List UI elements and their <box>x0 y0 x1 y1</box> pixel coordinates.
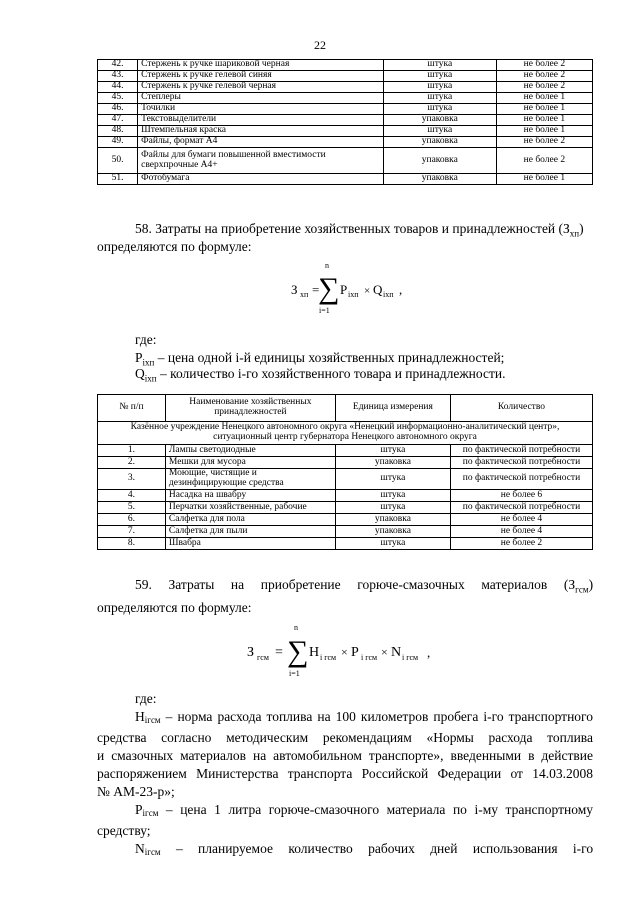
heading-word: материалов <box>481 577 548 592</box>
row-number: 43. <box>98 71 138 82</box>
item-quantity: не более 2 <box>496 71 592 82</box>
column-header-unit: Единица измерения <box>335 395 450 422</box>
item-unit: упаковка <box>383 148 496 174</box>
table-row <box>98 490 593 502</box>
item-name: Файлы, формат А4 <box>138 137 384 148</box>
item-unit: штука <box>335 469 450 490</box>
heading-word: на <box>230 577 245 592</box>
item-unit: упаковка <box>383 115 496 126</box>
definition-word: – <box>175 841 183 856</box>
table-row <box>98 526 593 538</box>
item-name: Лампы светодиодные <box>165 445 335 457</box>
table-row <box>98 469 593 490</box>
column-header-name: Наименование хозяйственных принадлежностей <box>165 395 335 422</box>
sigma-symbol: ∑ <box>287 635 309 668</box>
section-58-formula-intro: определяются по формуле: <box>97 239 252 254</box>
svg-text:Q: Q <box>373 282 383 297</box>
item-quantity: по фактической потребности <box>450 502 592 514</box>
item-name: Стержень к ручке гелевой синяя <box>138 71 384 82</box>
row-number: 3. <box>98 469 166 490</box>
definition-n-line-1: Niгсм – планируемое количество рабочих дней использования i-го <box>135 841 594 857</box>
row-number: 8. <box>98 538 166 550</box>
svg-text:×: × <box>341 645 348 659</box>
table-row <box>98 82 593 93</box>
svg-text:i гсм: i гсм <box>361 653 378 662</box>
household-supplies-table <box>97 394 593 550</box>
item-unit: упаковка <box>335 457 450 469</box>
definition-p-line-1: Piгсм – цена 1 литра горюче-смазочного материала по i-му транспортному <box>135 802 593 818</box>
svg-text:Н: Н <box>309 645 320 660</box>
definition-h-line-5: № АМ-23-р»; <box>97 784 175 799</box>
svg-text:i=1: i=1 <box>319 306 330 315</box>
svg-text:i гсм: i гсм <box>402 653 419 662</box>
definition-word: планируемое <box>198 841 274 856</box>
svg-text:=: = <box>312 282 320 297</box>
table-row <box>98 126 593 137</box>
table-row <box>98 514 593 526</box>
svg-text:=: = <box>275 645 283 660</box>
column-header-number: № п/п <box>98 395 166 422</box>
heading-word: 59. Затраты <box>135 577 215 592</box>
item-unit: штука <box>383 126 496 137</box>
svg-text:iхп: iхп <box>348 290 359 299</box>
heading-word: (З <box>563 577 576 592</box>
svg-text:P: P <box>340 282 348 297</box>
definition-p-line-2: средству; <box>97 823 151 838</box>
item-name: Фотобумага <box>138 174 384 185</box>
svg-text:N: N <box>391 645 402 660</box>
item-quantity: не более 1 <box>496 104 592 115</box>
svg-text:З: З <box>247 645 255 660</box>
definition-h-line-2: средства согласно методическим рекомендациям «Нормы расхода топлива <box>97 730 593 745</box>
definition-word: дней <box>430 841 458 856</box>
item-quantity: не более 2 <box>496 148 592 174</box>
svg-text:,: , <box>399 282 403 297</box>
item-unit: штука <box>335 538 450 550</box>
definition-q-ixp: $Q_{iхп}$ – количество i-го хозяйственного товара и принадлежности. <box>135 366 506 384</box>
row-number: 49. <box>98 137 138 148</box>
table-row <box>98 502 593 514</box>
row-number: 2. <box>98 457 166 469</box>
item-name: Мешки для мусора <box>165 457 335 469</box>
formula-household-supplies <box>291 258 431 318</box>
item-name: Текстовыделители <box>138 115 384 126</box>
svg-text:гсм: гсм <box>257 653 269 662</box>
formula-fuel-lubricants <box>247 620 447 682</box>
item-name: Перчатки хозяйственные, рабочие <box>165 502 335 514</box>
item-quantity: по фактической потребности <box>450 445 592 457</box>
item-unit: упаковка <box>335 514 450 526</box>
item-name: Степлеры <box>138 93 384 104</box>
column-header-quantity: Количество <box>450 395 592 422</box>
row-number: 48. <box>98 126 138 137</box>
item-unit: упаковка <box>383 137 496 148</box>
svg-text:хп: хп <box>300 290 309 299</box>
section-58-heading: 58. Затраты на приобретение хозяйственных товаров и принадлежностей $(З_{хп})$ <box>135 221 584 239</box>
item-quantity: не более 1 <box>496 115 592 126</box>
item-quantity: не более 4 <box>450 526 592 538</box>
row-number: 46. <box>98 104 138 115</box>
table-row <box>98 60 593 71</box>
page-number: 22 <box>314 38 326 52</box>
item-quantity: не более 1 <box>496 174 592 185</box>
section-59-definitions <box>97 708 593 861</box>
row-number: 45. <box>98 93 138 104</box>
svg-text:i=1: i=1 <box>289 669 300 678</box>
definition-word: количество <box>288 841 353 856</box>
item-name: Моющие, чистящие и дезинфицирующие средства <box>165 469 335 490</box>
definition-h-line-3: и смазочных материалов на автомобильном транспорте», введенными в действие <box>97 748 593 763</box>
definition-word: использования <box>472 841 558 856</box>
heading-word: приобретение <box>260 577 341 592</box>
table-row <box>98 174 593 185</box>
table-row <box>98 148 593 174</box>
row-number: 1. <box>98 445 166 457</box>
office-supplies-table-continued <box>97 59 593 185</box>
item-unit: штука <box>335 502 450 514</box>
item-unit: штука <box>383 71 496 82</box>
definition-p-ixp: $P_{iхп}$ – цена одной i-й единицы хозяйственных принадлежностей; <box>135 350 505 368</box>
svg-text:×: × <box>364 285 371 297</box>
item-unit: штука <box>383 82 496 93</box>
svg-text:З: З <box>291 282 298 297</box>
row-number: 50. <box>98 148 138 174</box>
item-name: Насадка на швабру <box>165 490 335 502</box>
item-quantity: не более 4 <box>450 514 592 526</box>
row-number: 51. <box>98 174 138 185</box>
table-row <box>98 457 593 469</box>
row-number: 7. <box>98 526 166 538</box>
row-number: 47. <box>98 115 138 126</box>
item-unit: штука <box>383 93 496 104</box>
item-unit: штука <box>383 60 496 71</box>
item-quantity: по фактической потребности <box>450 457 592 469</box>
item-unit: упаковка <box>335 526 450 538</box>
table-row <box>98 93 593 104</box>
table-row <box>98 71 593 82</box>
row-number: 5. <box>98 502 166 514</box>
item-unit: штука <box>383 104 496 115</box>
item-quantity: не более 2 <box>496 60 592 71</box>
definition-h-line-4: распоряжением Министерства транспорта Российской Федерации от 14.03.2008 <box>97 766 593 781</box>
section-59-heading: 59. Затраты на приобретение горюче-смазочных материалов $(З_{гсм})$ определяются по формуле: <box>97 577 594 615</box>
row-number: 6. <box>98 514 166 526</box>
item-name: Швабра <box>165 538 335 550</box>
row-number: 44. <box>98 82 138 93</box>
sigma-symbol: ∑ <box>318 272 340 305</box>
item-quantity: не более 1 <box>496 126 592 137</box>
where-label-2: где: <box>135 691 157 706</box>
table-row <box>98 137 593 148</box>
row-number: 4. <box>98 490 166 502</box>
item-quantity: не более 6 <box>450 490 592 502</box>
svg-text:n: n <box>325 261 329 270</box>
item-quantity: не более 2 <box>496 137 592 148</box>
svg-text:iхп: iхп <box>383 290 394 299</box>
item-name: Штемпельная краска <box>138 126 384 137</box>
item-quantity: не более 2 <box>496 82 592 93</box>
item-unit: штука <box>335 445 450 457</box>
table-row <box>98 538 593 550</box>
item-unit: упаковка <box>383 174 496 185</box>
definition-word: i-го <box>572 841 594 856</box>
item-name: Салфетка для пыли <box>165 526 335 538</box>
item-name: Точилки <box>138 104 384 115</box>
definition-word: рабочих <box>368 841 415 856</box>
item-unit: штука <box>335 490 450 502</box>
row-number: 42. <box>98 60 138 71</box>
svg-text:P: P <box>351 645 359 660</box>
definition-h-line-1: Нiгсм – норма расхода топлива на 100 километров пробега i-го транспортного <box>135 709 593 725</box>
item-quantity: по фактической потребности <box>450 469 592 490</box>
item-name: Стержень к ручке гелевой черная <box>138 82 384 93</box>
item-name: Салфетка для пола <box>165 514 335 526</box>
organization-row: Казённое учреждение Ненецкого автономного округа «Ненецкий информационно-аналитический центр», ситуационный центр губернатора Ненецкого автономного округа <box>98 422 593 445</box>
item-name: Файлы для бумаги повышенной вместимости сверхпрочные А4+ <box>138 148 384 174</box>
svg-text:,: , <box>427 645 431 660</box>
where-label: где: <box>135 332 157 347</box>
svg-text:n: n <box>294 623 298 632</box>
item-quantity: не более 1 <box>496 93 592 104</box>
svg-text:×: × <box>381 645 388 659</box>
table-row <box>98 445 593 457</box>
table-row <box>98 115 593 126</box>
table-row <box>98 104 593 115</box>
svg-text:i гсм: i гсм <box>320 653 337 662</box>
heading-word: горюче-смазочных <box>357 577 465 592</box>
item-quantity: не более 2 <box>450 538 592 550</box>
item-name: Стержень к ручке шариковой черная <box>138 60 384 71</box>
